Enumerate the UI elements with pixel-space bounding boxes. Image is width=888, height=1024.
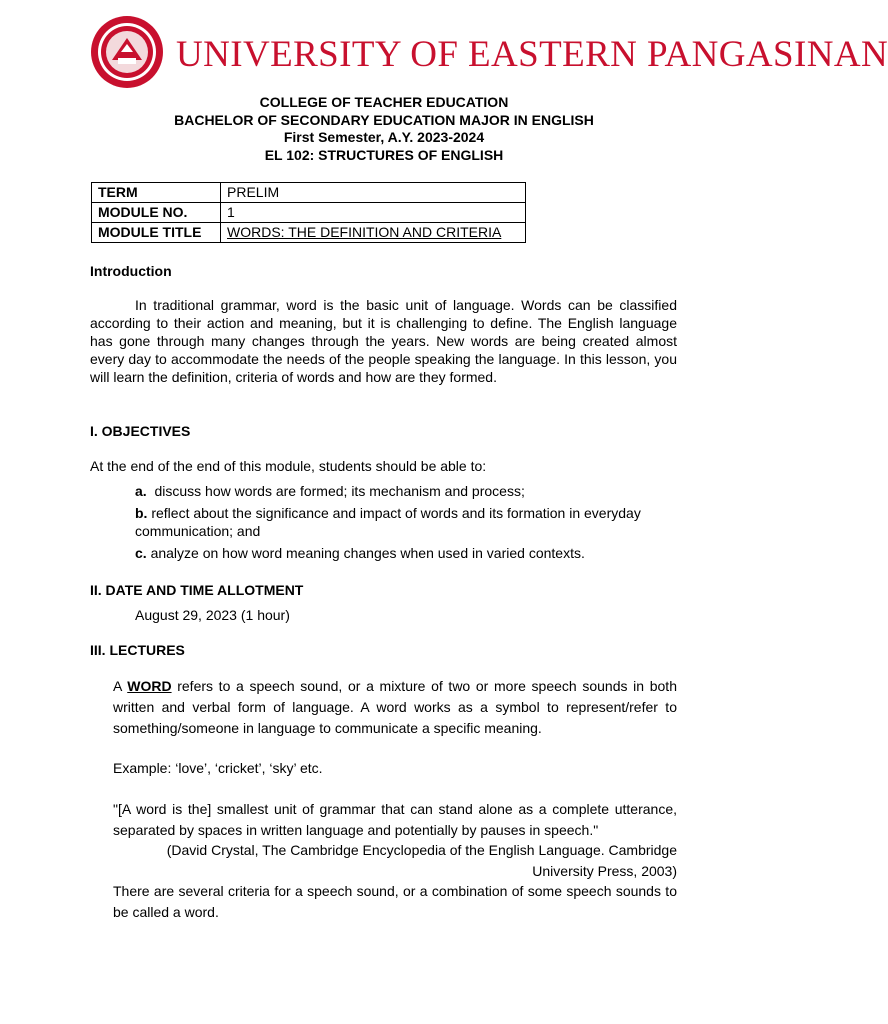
module-no-label: MODULE NO. [92,203,221,223]
objective-text: reflect about the significance and impact of words and its formation in everyday communication; and [135,505,641,539]
college-title: COLLEGE OF TEACHER EDUCATION [259,94,509,110]
module-info-table [91,182,526,243]
objective-text: discuss how words are formed; its mechanism and process; [154,483,525,499]
criteria-intro: There are several criteria for a speech sound, or a combination of some speech sounds to be called a word. [113,883,677,920]
university-seal-icon [88,14,166,90]
crystal-quote: "[A word is the] smallest unit of grammar that can stand alone as a complete utterance, separated by spaces in written language and potentially by pauses in speech." [113,801,677,838]
university-name: UNIVERSITY OF EASTERN PANGASINAN [176,34,888,75]
word-definition-paragraph [113,676,677,739]
objective-letter: c. [135,545,147,561]
quote-citation: (David Crystal, The Cambridge Encyclopedia of the English Language. Cambridge University Press, 2003) [166,842,677,879]
date-allotment-heading: II. DATE AND TIME ALLOTMENT [90,582,304,598]
course-titles [0,94,768,164]
module-title-value: WORDS: THE DEFINITION AND CRITERIA [227,224,502,240]
module-no-value: 1 [221,203,526,223]
table-row [92,223,526,243]
semester-title: First Semester, A.Y. 2023-2024 [283,129,485,145]
table-row [92,183,526,203]
document-header [88,14,888,90]
objective-item-b [135,504,680,540]
table-row [92,203,526,223]
module-title-label: MODULE TITLE [92,223,221,243]
objective-text: analyze on how word meaning changes when used in varied contexts. [150,545,585,561]
objective-item-a [135,482,680,500]
example-line: Example: ‘love’, ‘cricket’, ‘sky’ etc. [113,760,323,776]
definition-prefix: A [113,678,128,694]
objective-letter: b. [135,505,148,521]
term-value: PRELIM [221,183,526,203]
objectives-lead: At the end of the end of this module, students should be able to: [90,458,487,474]
term-label: TERM [92,183,221,203]
lectures-heading: III. LECTURES [90,642,185,658]
introduction-heading: Introduction [90,263,172,279]
date-allotment-value: August 29, 2023 (1 hour) [135,607,290,623]
objective-item-c [135,544,680,562]
definition-text: refers to a speech sound, or a mixture of two or more speech sounds in both written and verbal form of language. A word works as a symbol to represent/refer to something/someone in language to communicate a specific meaning. [113,678,677,736]
objective-letter: a. [135,483,147,499]
word-term: WORD [127,678,172,694]
objectives-heading: I. OBJECTIVES [90,423,191,439]
program-title: BACHELOR OF SECONDARY EDUCATION MAJOR IN ENGLISH [174,111,594,128]
course-code-title: EL 102: STRUCTURES OF ENGLISH [264,146,504,163]
introduction-body: In traditional grammar, word is the basic unit of language. Words can be classified according to their action and meaning, but it is challenging to define. The English language has gone through many changes through the years. New words are being created almost every day to accommodate the needs of the people speaking the language. In this lesson, you will learn the definition, criteria of words and how are they formed. [90,297,677,385]
